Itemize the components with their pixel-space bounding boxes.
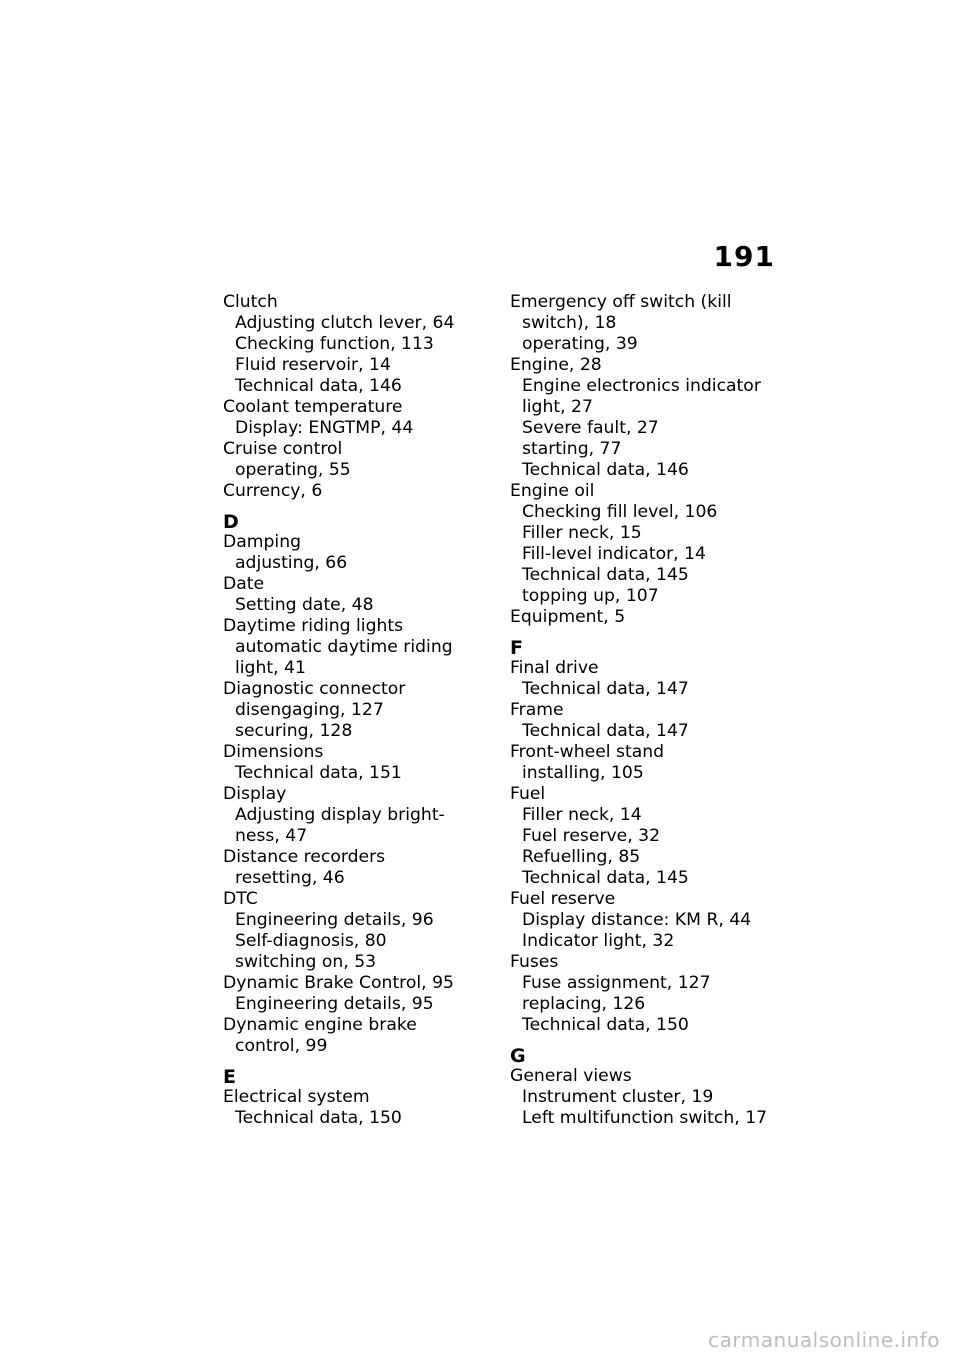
index-entry: Currency, 6 — [223, 481, 323, 501]
index-subentry: Checking function, 113 — [235, 334, 434, 354]
index-subentry: Technical data, 151 — [235, 763, 402, 783]
index-entry: Dynamic Brake Control, 95 — [223, 973, 454, 993]
index-entry-continuation: switch), 18 — [522, 313, 617, 333]
watermark: carmanualsonline.info — [708, 1328, 940, 1352]
index-subentry: topping up, 107 — [522, 586, 659, 606]
index-subentry: Fuel reserve, 32 — [522, 826, 661, 846]
index-subentry: Technical data, 146 — [522, 460, 689, 480]
index-section-letter: F — [510, 637, 523, 659]
index-entry: Cruise control — [223, 439, 343, 459]
index-subentry: starting, 77 — [522, 439, 622, 459]
index-subentry: Technical data, 150 — [522, 1015, 689, 1035]
index-subentry: Instrument cluster, 19 — [522, 1087, 714, 1107]
index-subentry: Technical data, 150 — [235, 1108, 402, 1128]
index-subentry: securing, 128 — [235, 721, 353, 741]
index-entry-continuation: light, 27 — [522, 397, 593, 417]
index-subentry: Engineering details, 96 — [235, 910, 434, 930]
index-subentry: Self-diagnosis, 80 — [235, 931, 387, 951]
index-subentry: Indicator light, 32 — [522, 931, 675, 951]
index-subentry: resetting, 46 — [235, 868, 345, 888]
index-entry: Dimensions — [223, 742, 324, 762]
index-entry: Equipment, 5 — [510, 607, 626, 627]
index-entry: Clutch — [223, 292, 278, 312]
index-subentry: Fluid reservoir, 14 — [235, 355, 391, 375]
index-entry: Frame — [510, 700, 564, 720]
index-subentry: adjusting, 66 — [235, 553, 348, 573]
index-subentry: Engineering details, 95 — [235, 994, 434, 1014]
index-section-letter: G — [510, 1045, 526, 1067]
index-entry: Front-wheel stand — [510, 742, 665, 762]
index-entry: Coolant temperature — [223, 397, 403, 417]
index-subentry: Technical data, 147 — [522, 721, 689, 741]
index-entry: Emergency off switch (kill — [510, 292, 732, 312]
index-subentry: Fuse assignment, 127 — [522, 973, 711, 993]
index-subentry: disengaging, 127 — [235, 700, 384, 720]
index-entry-continuation: light, 41 — [235, 658, 306, 678]
index-entry: Display — [223, 784, 287, 804]
index-subentry: operating, 55 — [235, 460, 351, 480]
index-section-letter: E — [223, 1066, 236, 1088]
index-subentry: replacing, 126 — [522, 994, 646, 1014]
index-column-left — [223, 292, 493, 1129]
index-subentry: Engine electronics indicator — [522, 376, 761, 396]
index-entry: Diagnostic connector — [223, 679, 406, 699]
index-subentry: Display: ENGTMP, 44 — [235, 418, 414, 438]
index-subentry: Technical data, 147 — [522, 679, 689, 699]
index-entry: Dynamic engine brake — [223, 1015, 417, 1035]
index-subentry: operating, 39 — [522, 334, 638, 354]
index-subentry: Adjusting clutch lever, 64 — [235, 313, 455, 333]
index-subentry: Filler neck, 14 — [522, 805, 642, 825]
index-subentry: Technical data, 145 — [522, 565, 689, 585]
index-entry: Fuel — [510, 784, 546, 804]
index-subentry: switching on, 53 — [235, 952, 377, 972]
index-entry-continuation: control, 99 — [235, 1036, 328, 1056]
page-number: 191 — [713, 240, 775, 273]
index-entry: Damping — [223, 532, 301, 552]
index-subentry: Technical data, 145 — [522, 868, 689, 888]
index-subentry: automatic daytime riding — [235, 637, 453, 657]
index-entry: Final drive — [510, 658, 599, 678]
index-entry: Fuel reserve — [510, 889, 616, 909]
index-subentry: Refuelling, 85 — [522, 847, 641, 867]
index-subentry: Fill-level indicator, 14 — [522, 544, 706, 564]
index-entry-continuation: ness, 47 — [235, 826, 308, 846]
index-entry: Electrical system — [223, 1087, 370, 1107]
index-entry: Engine oil — [510, 481, 595, 501]
index-subentry: Technical data, 146 — [235, 376, 402, 396]
index-subentry: Severe fault, 27 — [522, 418, 659, 438]
index-column-right — [510, 292, 780, 1129]
index-entry: Daytime riding lights — [223, 616, 404, 636]
index-entry: General views — [510, 1066, 632, 1086]
index-subentry: Adjusting display bright- — [235, 805, 445, 825]
index-subentry: Checking fill level, 106 — [522, 502, 718, 522]
index-subentry: Setting date, 48 — [235, 595, 374, 615]
index-entry: Date — [223, 574, 265, 594]
index-entry: Distance recorders — [223, 847, 386, 867]
index-entry: Engine, 28 — [510, 355, 602, 375]
index-section-letter: D — [223, 511, 239, 533]
index-subentry: installing, 105 — [522, 763, 644, 783]
index-subentry: Left multifunction switch, 17 — [522, 1108, 768, 1128]
index-subentry: Filler neck, 15 — [522, 523, 642, 543]
index-subentry: Display distance: KM R, 44 — [522, 910, 752, 930]
index-entry: DTC — [223, 889, 258, 909]
index-entry: Fuses — [510, 952, 559, 972]
